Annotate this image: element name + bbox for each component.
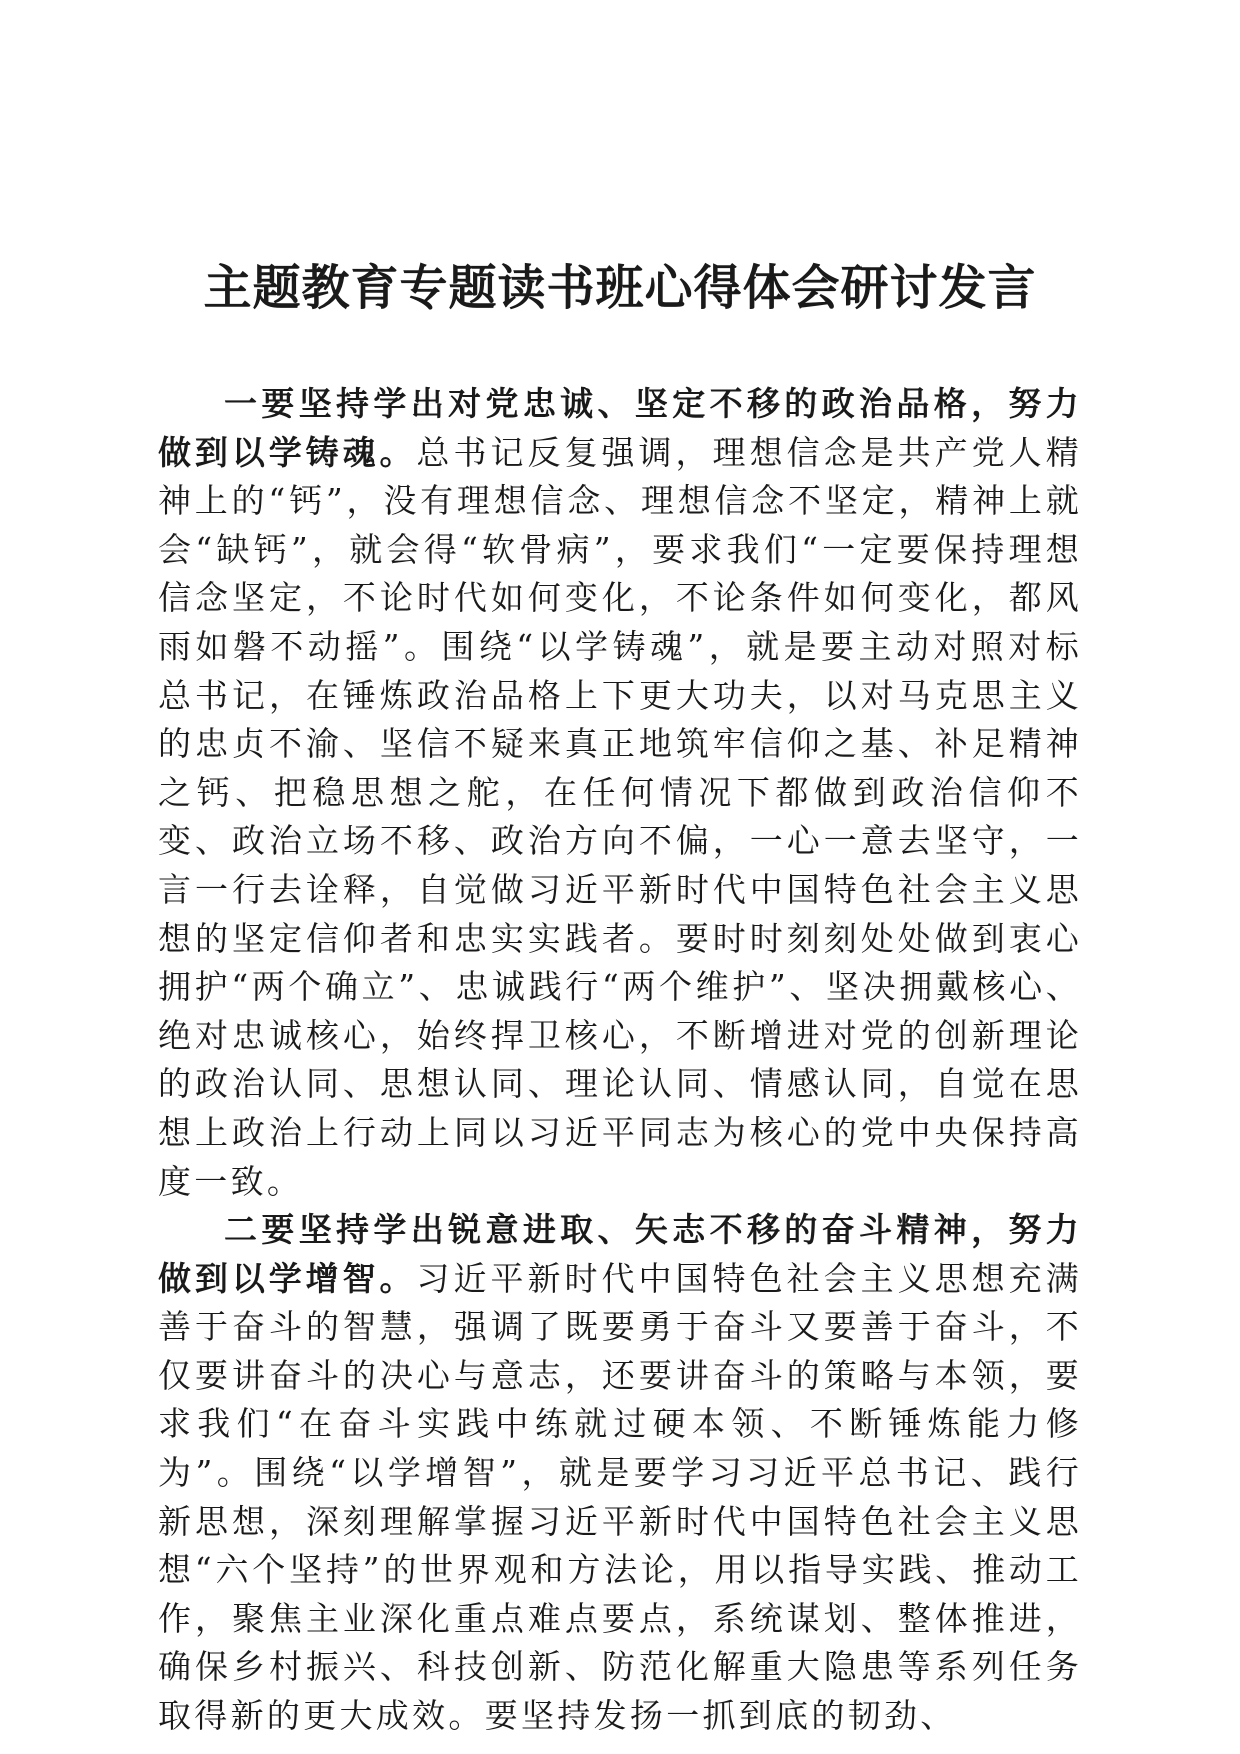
- paragraph-1: [158, 380, 1082, 1206]
- document-title: 主题教育专题读书班心得体会研讨发言: [203, 260, 1037, 316]
- paragraph-2-text: 习近平新时代中国特色社会主义思想充满善于奋斗的智慧，强调了既要勇于奋斗又要善于奋斗，不仅要讲奋斗的决心与意志，还要讲奋斗的策略与本领，要求我们“在奋斗实践中练就过硬本领、不断锤炼能力修为”。围绕“以学增智”，就是要学习习近平总书记、践行新思想，深刻理解掌握习近平新时代中国特色社会主义思想“六个坚持”的世界观和方法论，用以指导实践、推动工作，聚焦主业深化重点难点要点，系统谋划、整体推进，确保乡村振兴、科技创新、防范化解重大隐患等系列任务取得新的更大成效。要坚持发扬一抓到底的韧劲、: [158, 1258, 1082, 1736]
- paragraph-2: [158, 1206, 1082, 1741]
- paragraph-1-text: 总书记反复强调，理想信念是共产党人精神上的“钙”，没有理想信念、理想信念不坚定，精神上就会“缺钙”，就会得“软骨病”，要求我们“一定要保持理想信念坚定，不论时代如何变化，不论条件如何变化，都风雨如磐不动摇”。围绕“以学铸魂”，就是要主动对照对标总书记，在锤炼政治品格上下更大功夫，以对马克思主义的忠贞不渝、坚信不疑来真正地筑牢信仰之基、补足精神之钙、把稳思想之舵，在任何情况下都做到政治信仰不变、政治立场不移、政治方向不偏，一心一意去坚守，一言一行去诠释，自觉做习近平新时代中国特色社会主义思想的坚定信仰者和忠实实践者。要时时刻刻处处做到衷心拥护“两个确立”、忠诚践行“两个维护”、坚决拥戴核心、绝对忠诚核心，始终捍卫核心，不断增进对党的创新理论的政治认同、思想认同、理论认同、情感认同，自觉在思想上政治上行动上同以习近平同志为核心的党中央保持高度一致。: [158, 432, 1082, 1201]
- paragraph-1-lead: 一要坚持学出对党忠诚、坚定不移的政治品格，努力做到以学铸魂。: [158, 384, 1082, 472]
- document-body: [158, 380, 1082, 1741]
- paragraph-2-lead: 二要坚持学出锐意进取、矢志不移的奋斗精神，努力做到以学增智。: [158, 1210, 1082, 1298]
